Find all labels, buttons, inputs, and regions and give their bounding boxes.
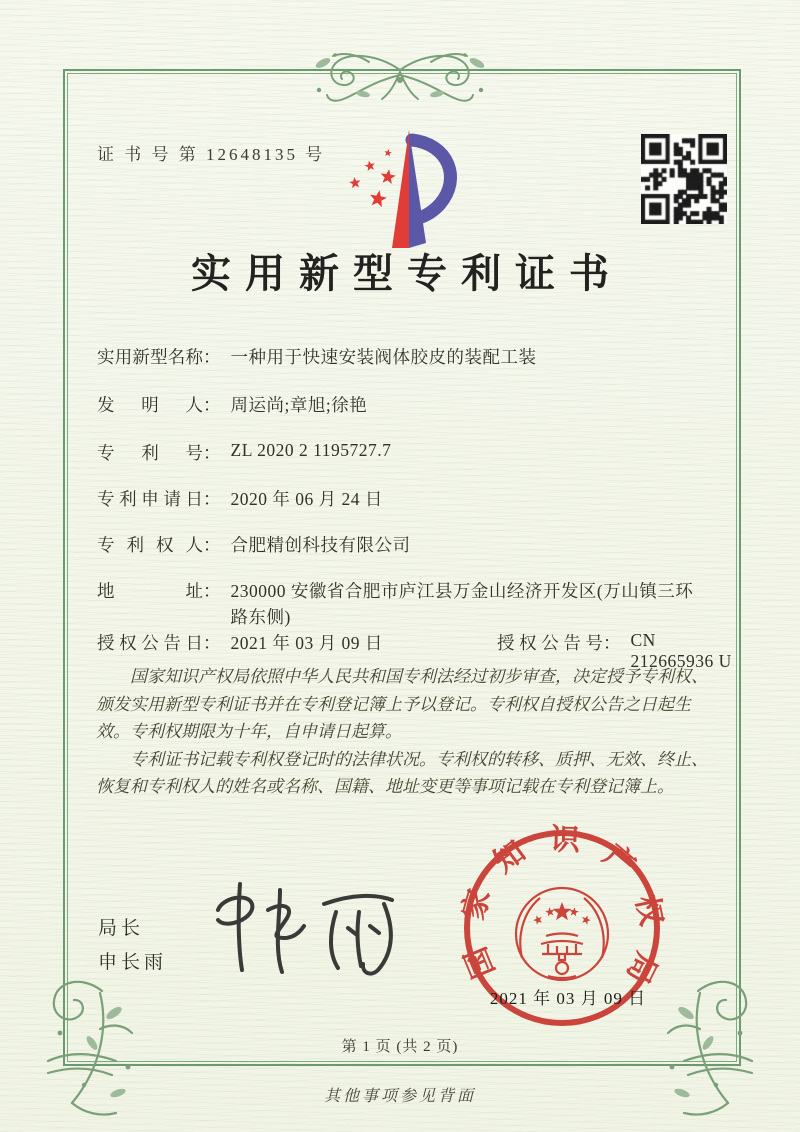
field-colon: ： [203, 443, 221, 463]
field-row-patentee [97, 532, 411, 557]
field-label: 发明人 [97, 395, 203, 415]
field-label: 专利号 [97, 443, 203, 463]
field-colon: ： [203, 489, 221, 509]
handwritten-signature [212, 876, 417, 984]
field-label: 授权公告号 [497, 633, 603, 653]
certificate-title: 实用新型专利证书 [191, 251, 623, 296]
grant-number-value: CN 212665936 U [630, 630, 732, 671]
legal-paragraph-1: 国家知识产权局依照中华人民共和国专利法经过初步审查，决定授予专利权、颁发实用新型专利证书并在专利登记簿上予以登记。专利权自授权公告之日起生效。专利权期限为十年，自申请日起算。 [96, 667, 708, 741]
field-label: 地址 [97, 581, 203, 601]
field-row-inventors [97, 392, 367, 417]
grant-date-value: 2021 年 03 月 09 日 [230, 633, 383, 653]
seal-date: 2021 年 03 月 09 日 [489, 989, 647, 1008]
field-row-patent-number [97, 440, 391, 465]
commissioner-name: 申长雨 [98, 952, 168, 973]
field-value: 2020 年 06 月 24 日 [230, 489, 383, 509]
field-colon: ： [203, 395, 221, 415]
field-value: 230000 安徽省合肥市庐江县万金山经济开发区(万山镇三环路东侧) [230, 581, 694, 627]
field-value: 周运尚;章旭;徐艳 [230, 395, 368, 415]
field-label: 授权公告日 [97, 633, 203, 653]
field-colon: ： [203, 633, 221, 653]
back-side-note: 其他事项参见背面 [323, 1088, 476, 1105]
field-value: 一种用于快速安装阀体胶皮的装配工装 [230, 347, 537, 367]
qr-code [641, 134, 727, 224]
commissioner-title: 局长 [98, 918, 145, 939]
field-label: 专利权人 [97, 535, 203, 555]
field-row-address [97, 578, 701, 630]
field-row-filing-date [97, 486, 383, 511]
field-colon: ： [203, 535, 221, 555]
field-row-utility-model-name [97, 344, 537, 369]
certificate-number: 证 书 号 第 12648135 号 [97, 145, 326, 164]
top-border-flourish-ornament [283, 50, 517, 110]
page-number: 第 1 页 (共 2 页) [341, 1039, 459, 1055]
cnipa-logo-icon [340, 126, 480, 254]
legal-text-block [96, 663, 708, 801]
field-colon: ： [603, 633, 621, 653]
field-label: 实用新型名称 [97, 347, 203, 367]
field-colon: ： [203, 581, 221, 601]
field-colon: ： [203, 347, 221, 367]
legal-paragraph-2: 专利证书记载专利权登记时的法律状况。专利权的转移、质押、无效、终止、恢复和专利权人的姓名或名称、国籍、地址变更等事项记载在专利登记簿上。 [96, 749, 708, 796]
field-value: 合肥精创科技有限公司 [230, 535, 411, 555]
seal-text: 国家知识产权局 [456, 823, 668, 989]
field-row-grant [97, 630, 737, 671]
field-value: ZL 2020 2 1195727.7 [230, 440, 392, 460]
field-label: 专利申请日 [97, 489, 203, 509]
